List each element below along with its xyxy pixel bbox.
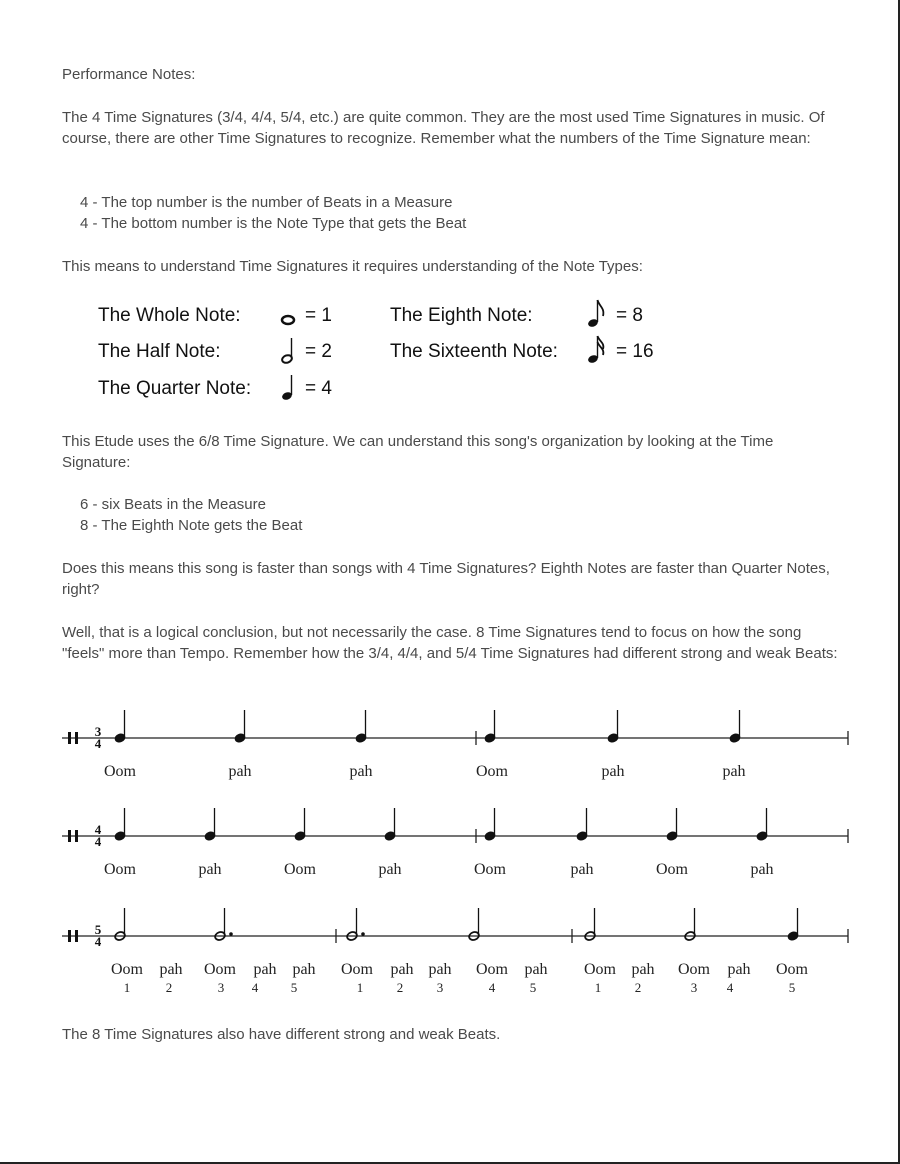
beat-count-three: 3 [436, 980, 444, 995]
half-note-icon [278, 336, 298, 366]
syllable-pah: pah [253, 961, 277, 978]
syllable-pah: pah [378, 861, 402, 878]
beat-count-one: 1 [123, 980, 131, 995]
closing-paragraph: The 8 Time Signatures also have different strong and weak Beats. [62, 1026, 501, 1043]
clef-bar [68, 830, 71, 842]
syllable-oom: Oom [656, 861, 688, 878]
beat-count-four: 4 [251, 980, 259, 995]
syllable-pah: pah [228, 763, 252, 780]
syllable-pah: pah [390, 961, 414, 978]
syllable-oom: Oom [476, 961, 508, 978]
syllable-oom: Oom [104, 763, 136, 780]
syllable-pah: pah [750, 861, 774, 878]
list-item: 4 - The bottom number is the Note Type that gets the Beat [80, 215, 467, 232]
syllable-pah: pah [722, 763, 746, 780]
time-sig-top: 3 [94, 724, 102, 739]
syllable-oom: Oom [776, 961, 808, 978]
time-sig-bottom: 4 [94, 834, 102, 849]
whole-note-label: The Whole Note: [98, 305, 241, 326]
syllable-pah: pah [428, 961, 452, 978]
beat-count-three: 3 [217, 980, 225, 995]
time-sig-bottom: 4 [94, 736, 102, 751]
beat-count-two: 2 [396, 980, 404, 995]
syllable-oom: Oom [111, 961, 143, 978]
syllable-pah: pah [198, 861, 222, 878]
sixteenth-note-value: = 16 [616, 341, 654, 362]
syllable-pah: pah [570, 861, 594, 878]
syllable-oom: Oom [474, 861, 506, 878]
whole-note-icon [278, 309, 298, 329]
conclusion-paragraph: Well, that is a logical conclusion, but not necessarily the case. 8 Time Signatures tend to focus on how the song "feels" more than Tempo. Remember how the 3/4, 4/4, and 5/4 Time Signatures had different strong and weak Beats: [62, 624, 838, 662]
syllable-pah: pah [292, 961, 316, 978]
whole-note-value: = 1 [305, 305, 332, 326]
half-note-label: The Half Note: [98, 341, 221, 362]
beat-count-four: 4 [488, 980, 496, 995]
syllable-pah: pah [524, 961, 548, 978]
staff-4-4 [0, 800, 900, 890]
list-item: 8 - The Eighth Note gets the Beat [80, 517, 303, 534]
clef-bar [68, 930, 71, 942]
staff-3-4 [0, 700, 900, 790]
sixteenth-note-label: The Sixteenth Note: [390, 341, 558, 362]
syllable-oom: Oom [104, 861, 136, 878]
syllable-oom: Oom [678, 961, 710, 978]
syllable-pah: pah [727, 961, 751, 978]
note-types-intro: This means to understand Time Signatures it requires understanding of the Note Types: [62, 258, 643, 275]
beat-count-two: 2 [634, 980, 642, 995]
eighth-note-icon [584, 298, 608, 330]
etude-intro: This Etude uses the 6/8 Time Signature. We can understand this song's organization by looking at the Time Signature: [62, 433, 774, 471]
beat-count-three: 3 [690, 980, 698, 995]
note-dot [361, 932, 365, 936]
clef-bar [68, 732, 71, 744]
eighth-note-value: = 8 [616, 305, 643, 326]
sixteenth-note-icon [584, 334, 608, 366]
syllable-oom: Oom [584, 961, 616, 978]
syllable-oom: Oom [284, 861, 316, 878]
time-sig-top: 4 [94, 822, 102, 837]
syllable-pah: pah [631, 961, 655, 978]
syllable-pah: pah [601, 763, 625, 780]
intro-paragraph: The 4 Time Signatures (3/4, 4/4, 5/4, etc.) are quite common. They are the most used Time Signatures in music. Of course, there are other Time Signatures to recognize. Remember what the numbers of the Time Signature mean: [62, 109, 825, 147]
heading: Performance Notes: [62, 66, 196, 83]
clef-bar [75, 732, 78, 744]
clef-bar [75, 830, 78, 842]
clef-bar [75, 930, 78, 942]
beat-count-one: 1 [594, 980, 602, 995]
syllable-pah: pah [159, 961, 183, 978]
beat-count-five: 5 [788, 980, 796, 995]
syllable-oom: Oom [476, 763, 508, 780]
beat-count-five: 5 [290, 980, 298, 995]
time-sig-bottom: 4 [94, 934, 102, 949]
time-sig-top: 5 [94, 922, 102, 937]
beat-count-four: 4 [726, 980, 734, 995]
beat-count-one: 1 [356, 980, 364, 995]
beat-count-five: 5 [529, 980, 537, 995]
eighth-note-label: The Eighth Note: [390, 305, 533, 326]
quarter-note-icon [278, 373, 298, 403]
question-paragraph: Does this means this song is faster than songs with 4 Time Signatures? Eighth Notes are faster than Quarter Notes, right? [62, 560, 830, 598]
list-item: 4 - The top number is the number of Beats in a Measure [80, 194, 453, 211]
note-dot [229, 932, 233, 936]
quarter-note-label: The Quarter Note: [98, 378, 252, 399]
half-note-value: = 2 [305, 341, 332, 362]
quarter-note-value: = 4 [305, 378, 332, 399]
list-item: 6 - six Beats in the Measure [80, 496, 266, 513]
syllable-pah: pah [349, 763, 373, 780]
staff-5-4 [0, 900, 900, 1010]
syllable-oom: Oom [341, 961, 373, 978]
beat-count-two: 2 [165, 980, 173, 995]
syllable-oom: Oom [204, 961, 236, 978]
